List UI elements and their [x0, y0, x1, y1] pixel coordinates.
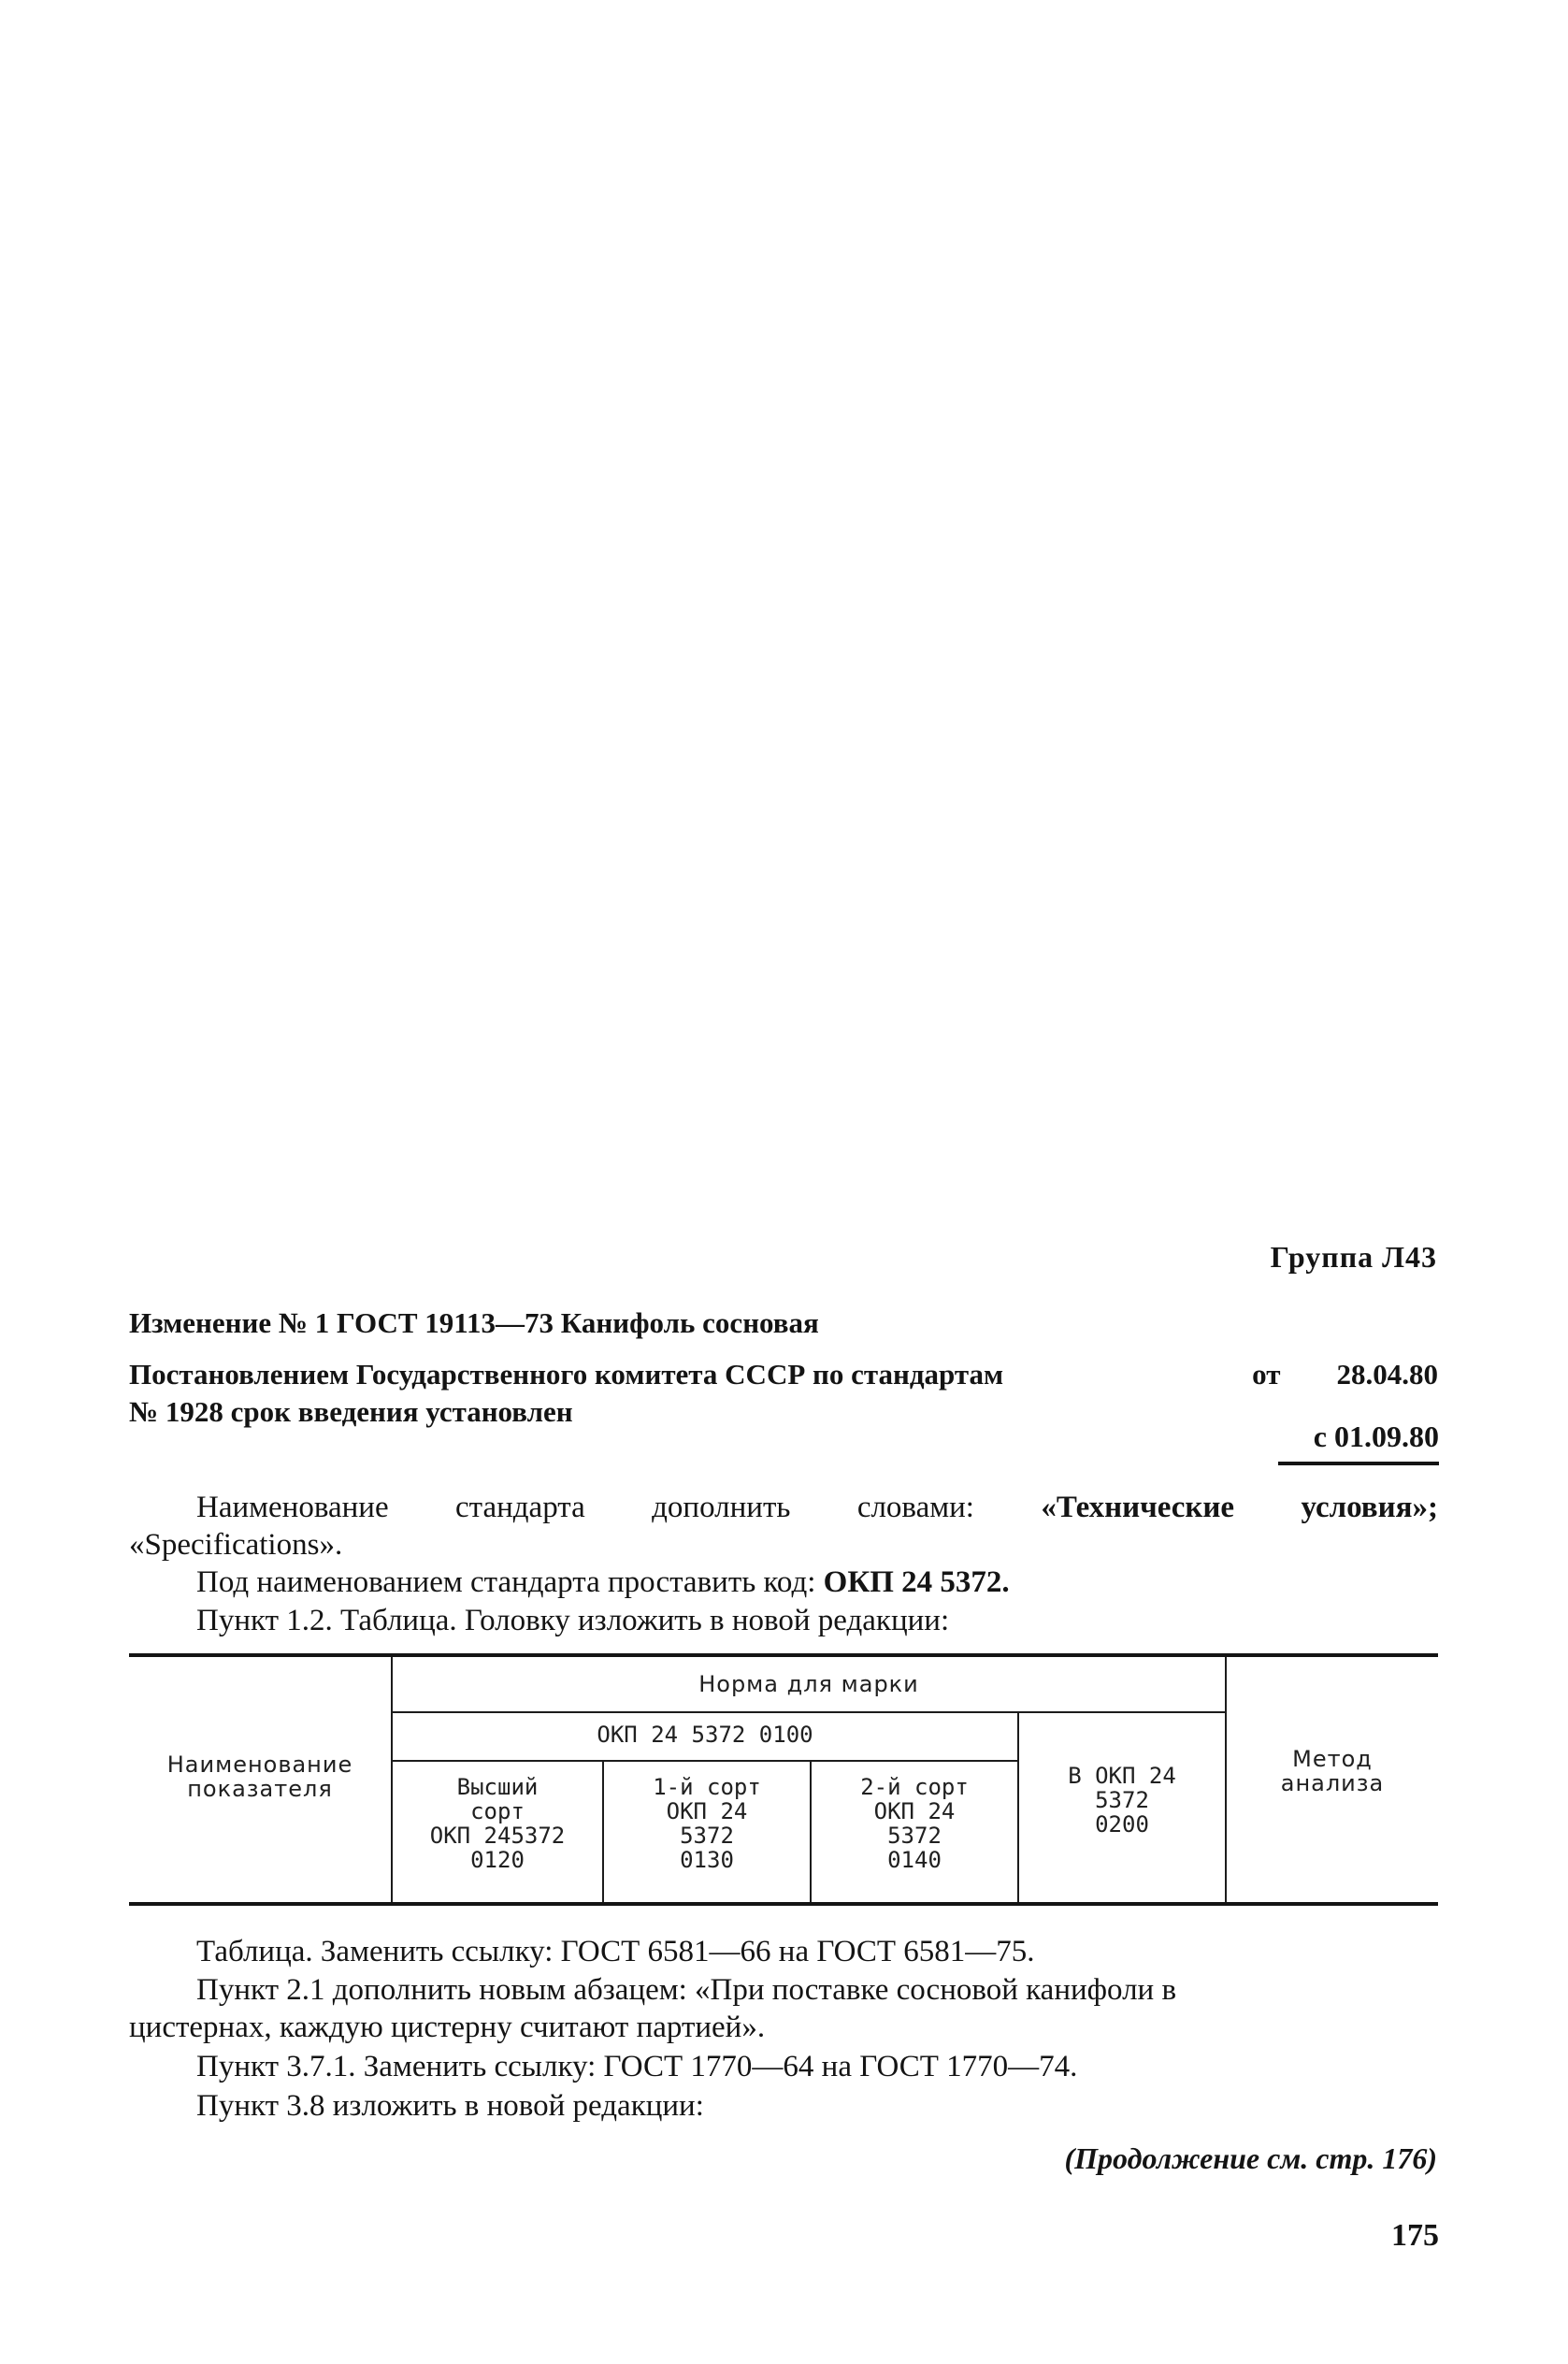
- grade-1-column: 1-й сорт ОКП 24 5372 0130: [653, 1774, 761, 1873]
- paragraph-2-1: Пункт 2.1 дополнить новым абзацем: «При поставке сосновой канифоли в цистернах, каждую цистерну считают партией».: [129, 1973, 1177, 2044]
- effective-date-underline: [1278, 1462, 1439, 1465]
- paragraph-3-8: Пункт 3.8 изложить в новой редакции:: [196, 2089, 704, 2123]
- table-bottom-rule: [129, 1902, 1438, 1906]
- page-number: 175: [1391, 2218, 1439, 2253]
- norm-header: Норма для марки: [698, 1671, 919, 1697]
- method-header: Метод анализа: [1280, 1746, 1385, 1796]
- indicator-name-header: Наименование показателя: [166, 1751, 353, 1802]
- continuation-note: (Продолжение см. стр. 176): [1064, 2141, 1437, 2175]
- paragraph-okp-code: Под наименованием стандарта проставить код: ОКП 24 5372.: [196, 1565, 1010, 1599]
- grade-top-column: Высший сорт ОКП 245372 0120: [429, 1774, 566, 1873]
- paragraph-table-reference: Таблица. Заменить ссылку: ГОСТ 6581—66 на ГОСТ 6581—75.: [196, 1935, 1035, 1968]
- table-top-rule: [129, 1653, 1438, 1657]
- amendment-title: Изменение № 1 ГОСТ 19113—73 Канифоль сосновая: [129, 1306, 819, 1339]
- okp-code: ОКП 24 5372.: [823, 1565, 1010, 1599]
- grade-2-column: 2-й сорт ОКП 24 5372 0140: [860, 1774, 969, 1873]
- decree-date: 28.04.80: [1336, 1358, 1438, 1391]
- decree-text: [129, 1356, 1438, 1431]
- decree-line-1: [129, 1356, 1438, 1393]
- decree-line-1-text: Постановлением Государственного комитета СССР по стандартам: [129, 1358, 1004, 1391]
- okp-group-header: ОКП 24 5372 0100: [597, 1722, 813, 1748]
- decree-line-1-from: от 28.04.80: [1252, 1358, 1438, 1391]
- paragraph-table-header: Пункт 1.2. Таблица. Головку изложить в новой редакции:: [196, 1604, 950, 1637]
- paragraph-name-addition: Наименование стандарта дополнить словами: «Технические условия»; «Specifications».: [129, 1491, 1438, 1562]
- table-header: [129, 1653, 1438, 1915]
- paragraph-3-7-1: Пункт 3.7.1. Заменить ссылку: ГОСТ 1770—64 на ГОСТ 1770—74.: [196, 2050, 1078, 2083]
- grade-b-column: В ОКП 24 5372 0200: [1068, 1763, 1176, 1838]
- decree-line-2: № 1928 срок введения установлен: [129, 1395, 573, 1428]
- group-label: Группа Л43: [1270, 1240, 1437, 1274]
- effective-date: с 01.09.80: [1313, 1420, 1439, 1453]
